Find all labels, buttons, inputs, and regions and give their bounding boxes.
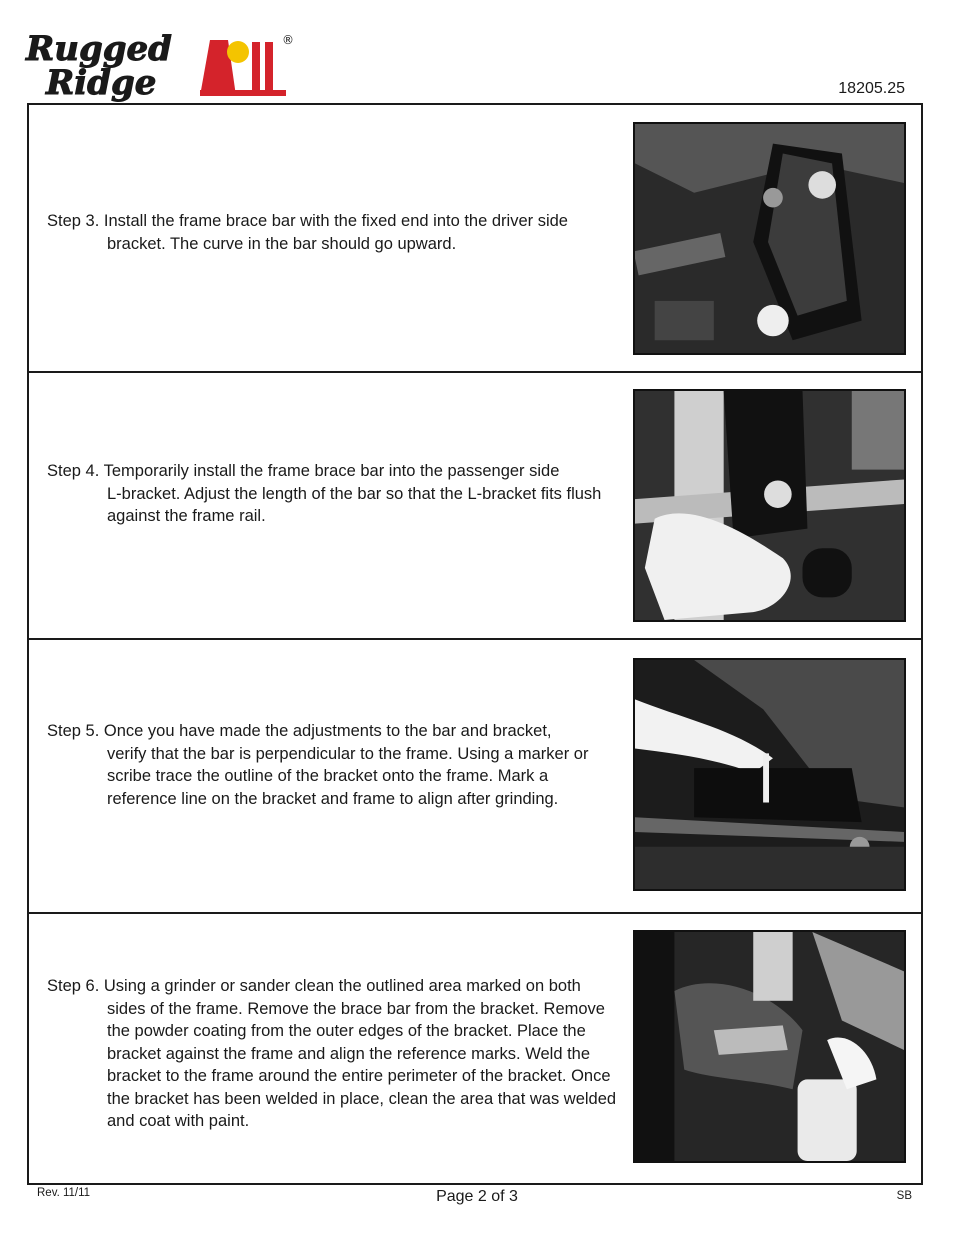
logo-sun-icon (227, 41, 249, 63)
step-3-label: Step 3. (47, 212, 100, 230)
step-3-continued: bracket. The curve in the bar should go upward. (107, 234, 457, 253)
step-3-text (47, 210, 622, 255)
page-number: Page 2 of 3 (436, 1188, 518, 1205)
logo-bar-left (252, 42, 260, 96)
step-4-first-line: Temporarily install the frame brace bar into the passenger side (103, 462, 560, 480)
marker-photo-icon (635, 660, 904, 889)
hand-bracket-photo-icon (635, 391, 904, 620)
part-number: 18205.25 (838, 80, 905, 97)
step-5-label: Step 5. (47, 722, 100, 740)
step-row-3 (29, 105, 921, 371)
instruction-table (27, 103, 923, 1185)
step-5-continued: verify that the bar is perpendicular to the frame. Using a marker or scribe trace the outline of the bracket onto the frame. Mark a reference line on the bracket and frame to align after grinding. (107, 744, 589, 808)
step-row-5 (29, 638, 921, 912)
logo-graphic (24, 30, 304, 104)
step-4-label: Step 4. (47, 462, 100, 480)
revision-label: Rev. 11/11 (37, 1187, 91, 1199)
author-initials: SB (896, 1190, 912, 1202)
step-4-continued: L-bracket. Adjust the length of the bar so that the L-bracket fits flush against the frame rail. (107, 484, 602, 525)
logo-word-rugged: Rugged (26, 30, 172, 69)
step-6-text (47, 975, 622, 1133)
step-3-first-line: Install the frame brace bar with the fixed end into the driver side (103, 212, 568, 230)
step-5-photo (633, 658, 906, 891)
step-row-6 (29, 912, 921, 1183)
logo-base-bar (200, 90, 286, 96)
step-6-photo (633, 930, 906, 1163)
step-5-first-line: Once you have made the adjustments to the bar and bracket, (103, 722, 552, 740)
step-row-4 (29, 371, 921, 638)
step-6-label: Step 6. (47, 977, 100, 995)
bracket-photo-icon (635, 124, 904, 353)
step-4-text (47, 460, 622, 528)
step-4-photo (633, 389, 906, 622)
logo-word-ridge: Ridge (46, 63, 157, 103)
step-6-continued: sides of the frame. Remove the brace bar from the bracket. Remove the powder coating from the outer edges of the bracket. Place the bracket against the frame and align the reference marks. Weld the bracket to the frame around the entire perimeter of the bracket. Once the bracket has been welded in place, clean the area that was welded and coat with paint. (107, 999, 617, 1130)
registered-mark: ® (282, 33, 294, 47)
step-6-first-line: Using a grinder or sander clean the outlined area marked on both (103, 977, 581, 995)
paint-photo-icon (635, 932, 904, 1161)
logo-bar-right (265, 42, 273, 96)
step-3-photo (633, 122, 906, 355)
rugged-ridge-logo (24, 30, 304, 104)
step-5-text (47, 720, 622, 810)
